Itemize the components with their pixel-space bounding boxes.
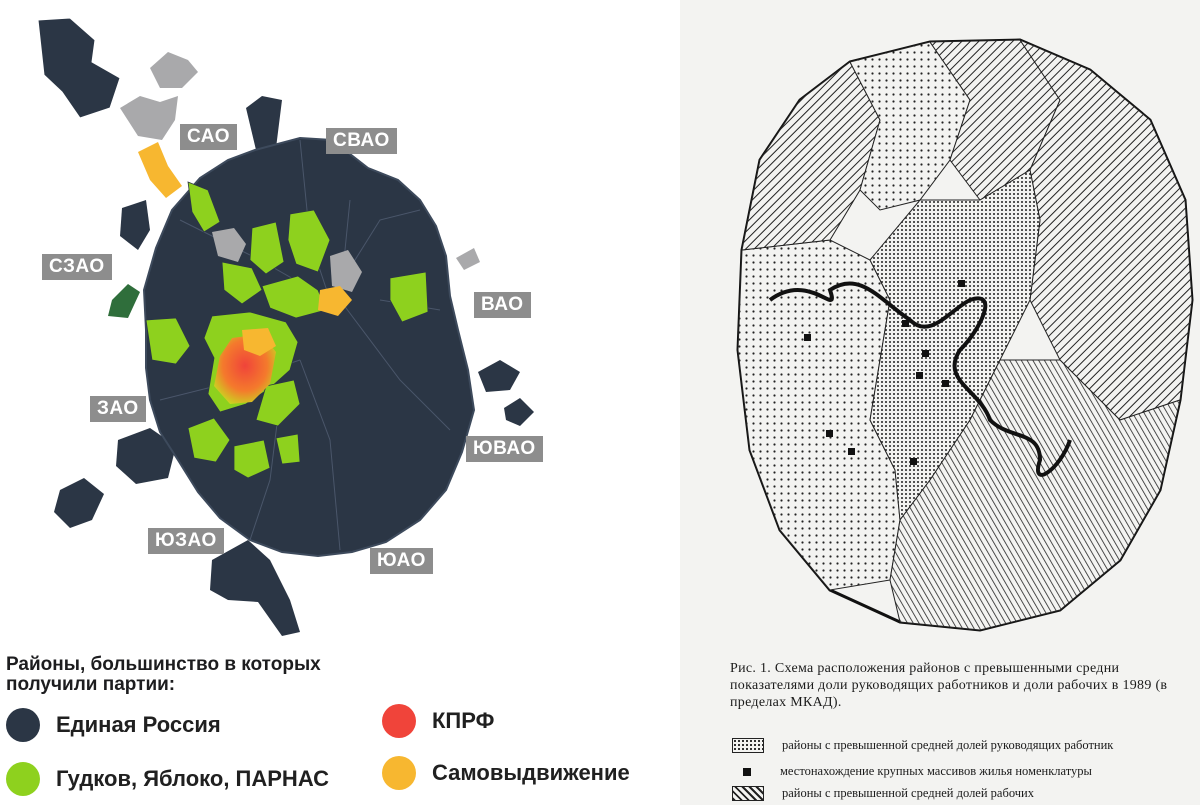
legend-swatch xyxy=(382,756,416,790)
east-piece-1 xyxy=(478,360,520,392)
sao-yellow-tongue xyxy=(138,142,182,198)
key-row-square xyxy=(732,764,1092,779)
key-row-hatched xyxy=(732,786,1034,801)
hatched-pattern-icon xyxy=(732,786,764,801)
dotted-pattern-icon xyxy=(732,738,764,753)
legend-swatch xyxy=(6,708,40,742)
south-piece xyxy=(210,540,300,636)
okrug-label-yuvao: ЮВАО xyxy=(466,436,543,462)
key-label: местонахождение крупных массивов жилья номенклатуры xyxy=(780,764,1092,778)
key-label: районы с превышенной средней долей руководящих работник xyxy=(782,738,1114,752)
figure-caption: Рис. 1. Схема расположения районов с превышенными средни показателями доли руководящих работников и доли рабочих в 1989 (в пределах МКАД). xyxy=(730,661,1168,710)
legend-item-united-russia xyxy=(6,708,221,742)
legend-title: Районы, большинство в которых получили партии: xyxy=(6,654,321,695)
east-piece-2 xyxy=(504,398,534,426)
zelenograd-gray xyxy=(120,96,178,140)
okrug-label-sao: САО xyxy=(180,124,237,150)
west-piece xyxy=(120,200,150,250)
legend-swatch xyxy=(6,762,40,796)
square-marker-icon xyxy=(732,765,762,778)
legend-label: Самовыдвижение xyxy=(432,760,630,785)
legend-item-self-nominated xyxy=(382,756,630,790)
north-spike xyxy=(246,96,282,150)
okrug-label-svao: СВАО xyxy=(326,128,397,154)
exclave-gray-north xyxy=(150,52,198,88)
legend-swatch xyxy=(382,704,416,738)
okrug-label-yuzao: ЮЗАО xyxy=(148,528,224,554)
legend-label: Гудков, Яблоко, ПАРНАС xyxy=(56,766,330,791)
west-piece-3 xyxy=(54,478,104,528)
key-row-dotted xyxy=(732,738,1113,753)
east-gray-piece xyxy=(456,248,480,270)
key-label: районы с превышенной средней долей рабочих xyxy=(782,786,1034,800)
okrug-label-vao: ВАО xyxy=(474,292,531,318)
legend-label: Единая Россия xyxy=(56,712,221,737)
legend-label: КПРФ xyxy=(432,708,495,733)
okrug-label-zao: ЗАО xyxy=(90,396,146,422)
legend-item-kprf xyxy=(382,704,494,738)
szao-green-piece xyxy=(108,284,140,318)
legend-item-gudkov xyxy=(6,762,329,796)
okrug-label-yuao: ЮАО xyxy=(370,548,433,574)
right-panel xyxy=(680,0,1200,805)
okrug-label-szao: СЗАО xyxy=(42,254,112,280)
exclave-nw xyxy=(38,18,120,118)
